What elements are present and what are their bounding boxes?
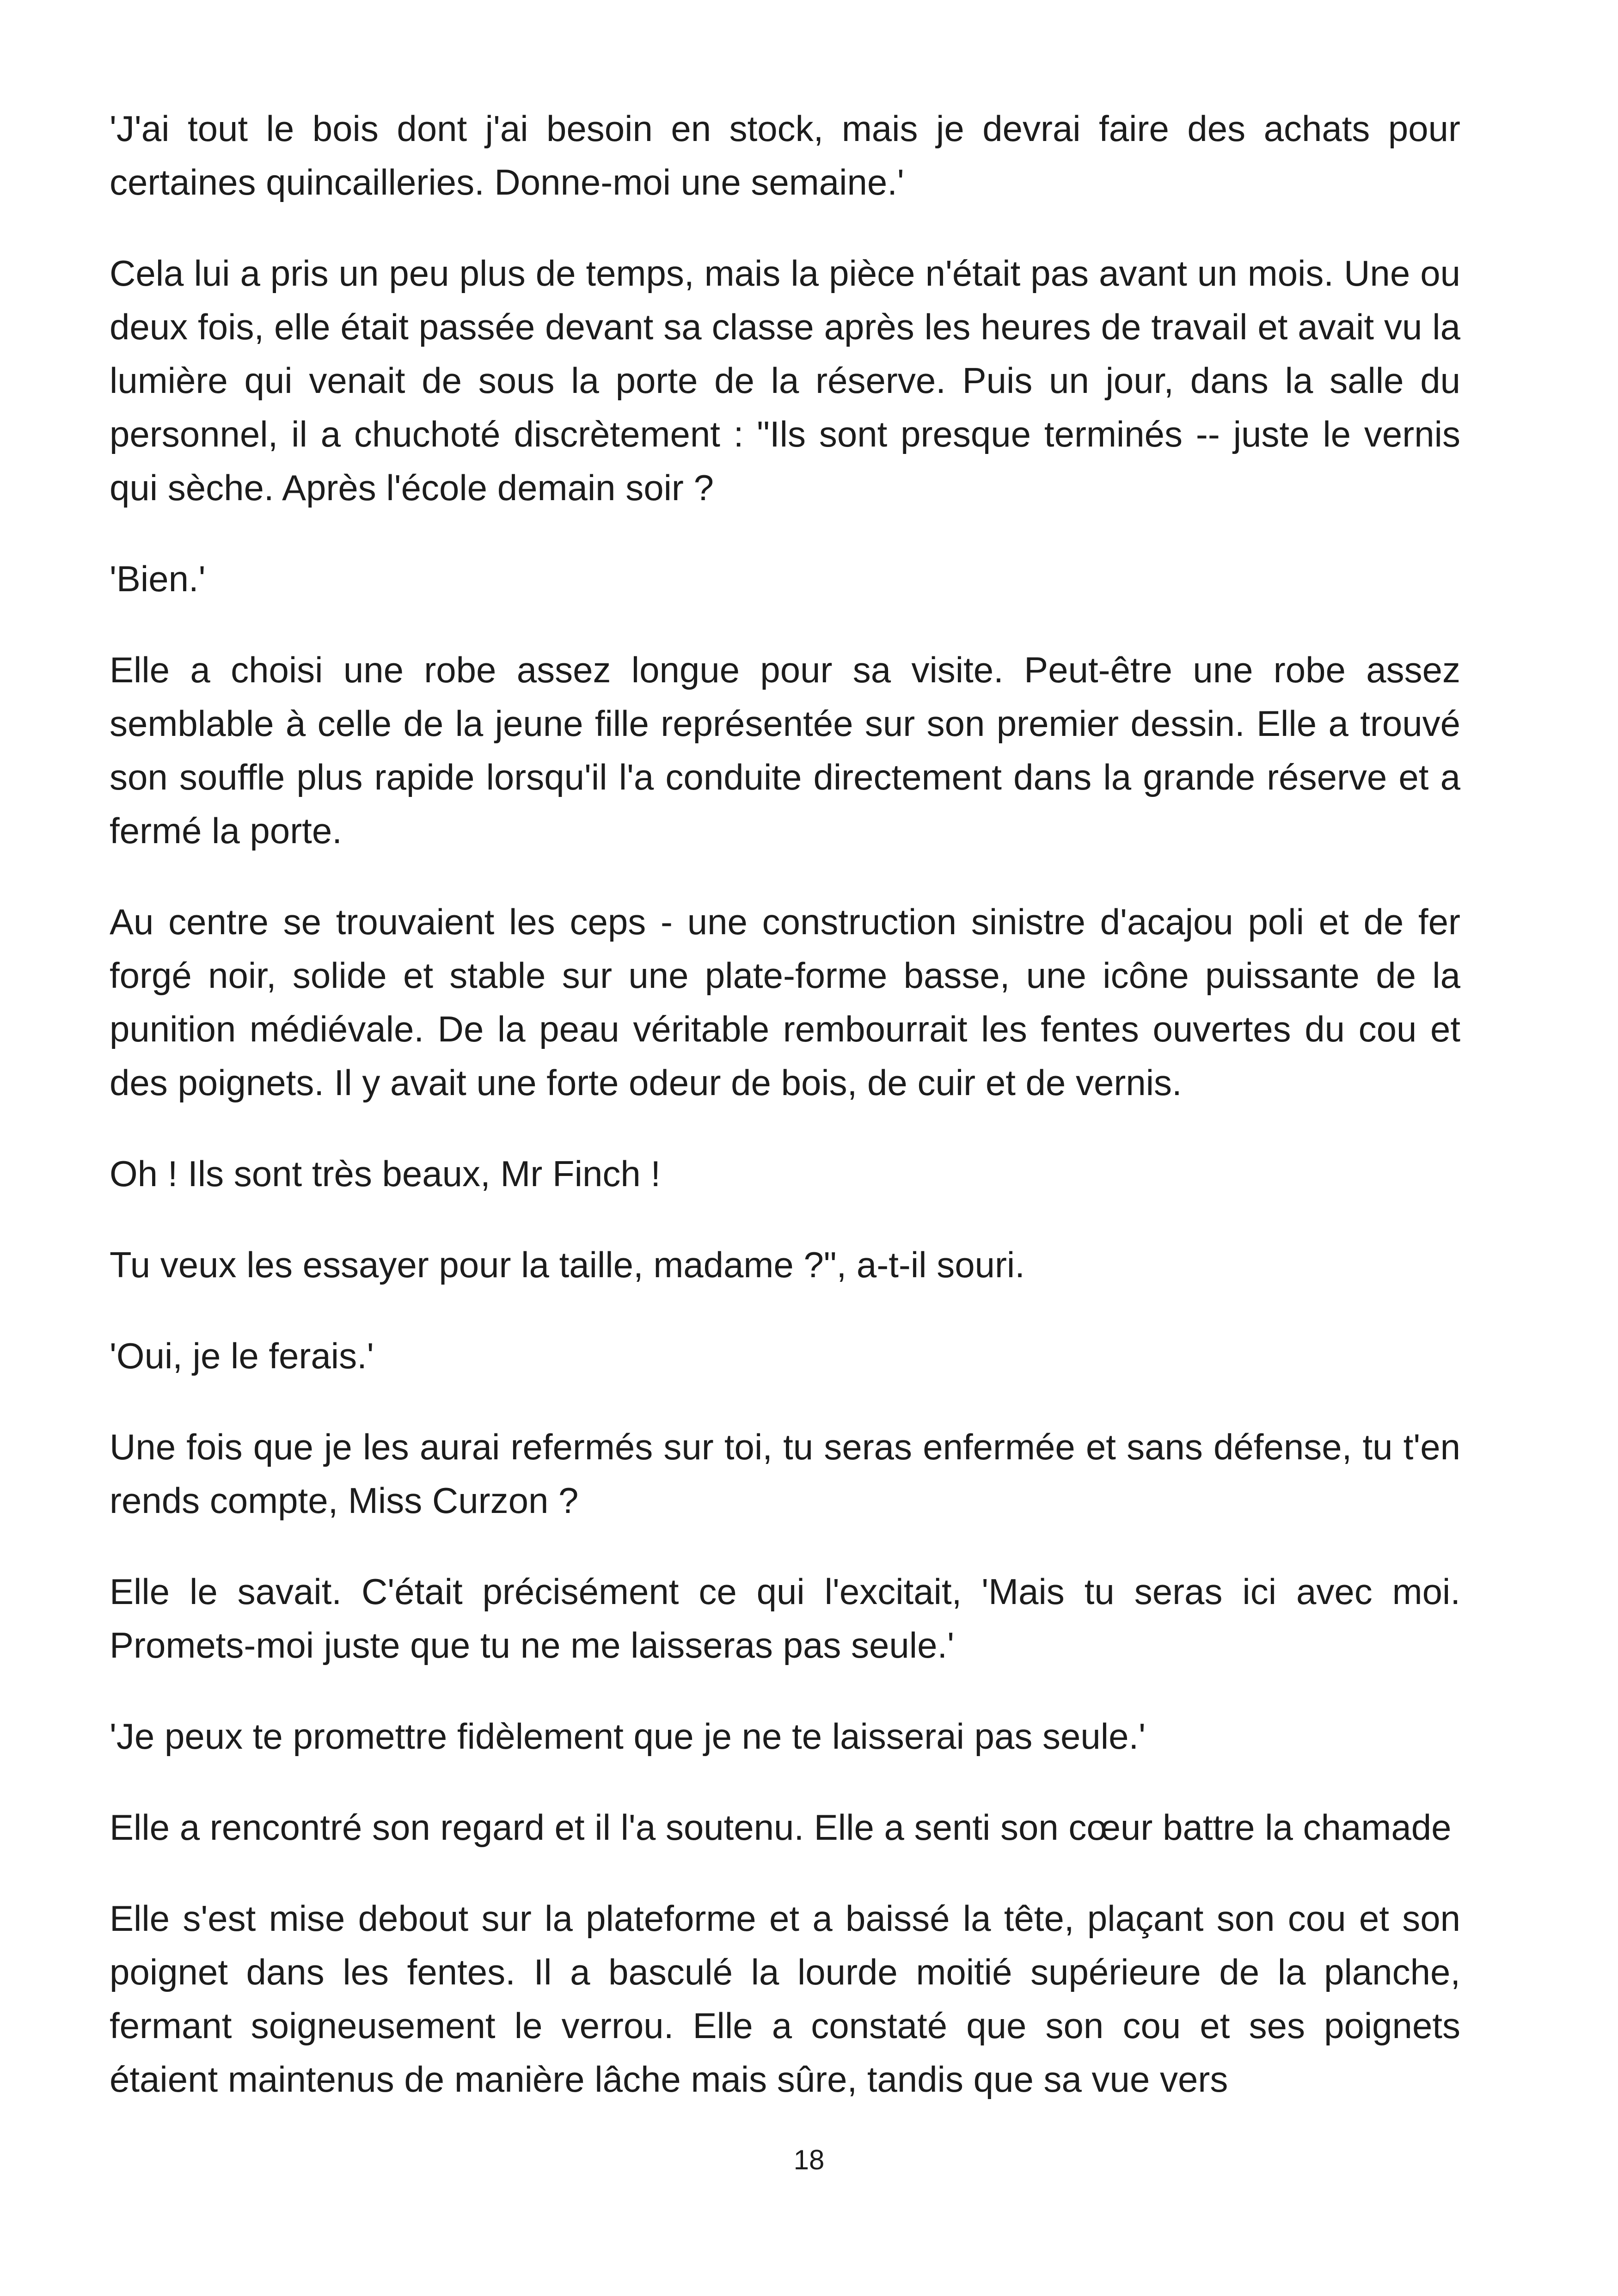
paragraph: Elle a rencontré son regard et il l'a soutenu. Elle a senti son cœur battre la chamade <box>110 1807 1452 1848</box>
paragraph: Une fois que je les aurai refermés sur toi, tu seras enfermée et sans défense, tu t'en rends compte, Miss Curzon ? <box>110 1427 1460 1521</box>
paragraph: 'Bien.' <box>110 558 206 599</box>
paragraph: 'Oui, je le ferais.' <box>110 1335 374 1376</box>
paragraph: Elle a choisi une robe assez longue pour sa visite. Peut-être une robe assez semblable à celle de la jeune fille représentée sur son premier dessin. Elle a trouvé son souffle plus rapide lorsqu'il l'a conduite directement dans la grande réserve et a fermé la porte. <box>110 649 1460 851</box>
paragraph: Elle s'est mise debout sur la plateforme et a baissé la tête, plaçant son cou et son poignet dans les fentes. Il a basculé la lourde moitié supérieure de la planche, fermant soigneusement le verrou. Elle a constaté que son cou et ses poignets étaient maintenus de manière lâche mais sûre, tandis que sa vue vers <box>110 1898 1460 2100</box>
paragraph: 'J'ai tout le bois dont j'ai besoin en stock, mais je devrai faire des achats pour certaines quincailleries. Donne-moi une semaine.' <box>110 108 1460 202</box>
paragraph: Tu veux les essayer pour la taille, madame ?", a-t-il souri. <box>110 1244 1025 1285</box>
paragraph: Oh ! Ils sont très beaux, Mr Finch ! <box>110 1153 661 1194</box>
paragraph: Cela lui a pris un peu plus de temps, mais la pièce n'était pas avant un mois. Une ou deux fois, elle était passée devant sa classe après les heures de travail et avait vu la lumière qui venait de sous la porte de la réserve. Puis un jour, dans la salle du personnel, il a chuchoté discrètement : "Ils sont presque terminés -- juste le vernis qui sèche. Après l'école demain soir ? <box>110 253 1460 508</box>
document-body <box>110 102 1460 2106</box>
paragraph: Elle le savait. C'était précisément ce qui l'excitait, 'Mais tu seras ici avec moi. Promets-moi juste que tu ne me laisseras pas seule.' <box>110 1571 1460 1665</box>
page-number: 18 <box>793 2144 825 2175</box>
paragraph: 'Je peux te promettre fidèlement que je ne te laisserai pas seule.' <box>110 1716 1146 1757</box>
paragraph: Au centre se trouvaient les ceps - une construction sinistre d'acajou poli et de fer forgé noir, solide et stable sur une plate-forme basse, une icône puissante de la punition médiévale. De la peau véritable rembourrait les fentes ouvertes du cou et des poignets. Il y avait une forte odeur de bois, de cuir et de vernis. <box>110 901 1460 1103</box>
